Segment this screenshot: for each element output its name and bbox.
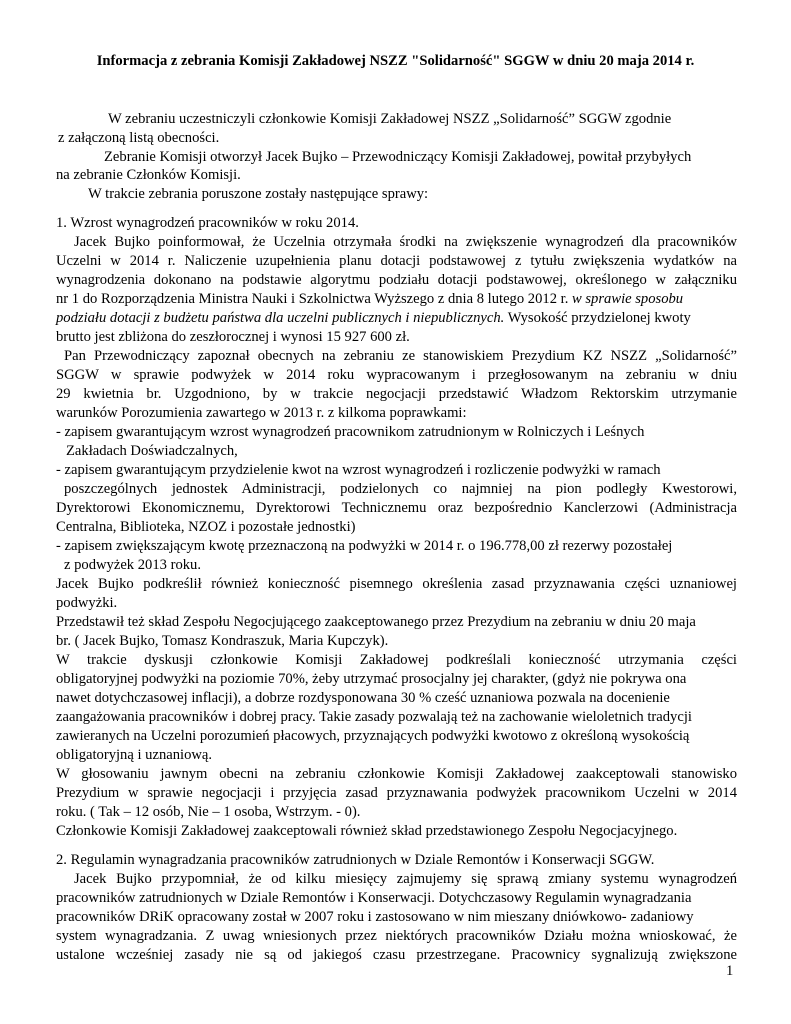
text-line: zawieranych na Uczelni porozumień płacowych, przyznających podwyżki kwotowo z określoną wysokością <box>56 728 690 744</box>
text-line: pracowników zatrudnionych w Dziale Remontów i Konserwacji. Dotychczasowy Regulamin wynagradzania <box>56 890 692 906</box>
text-line: na zebranie Członków Komisji. <box>56 167 241 183</box>
text-line: Jacek Bujko przypomniał, że od kilku miesięcy zajmujemy się sprawą zmiany systemu wynagrodzeń <box>74 871 737 887</box>
text-line: W trakcie zebrania poruszone zostały następujące sprawy: <box>88 186 429 202</box>
italic-span: podziału dotacji z budżetu państwa dla uczelni publicznych i niepublicznych. <box>56 310 505 326</box>
text-line: Przedstawił też skład Zespołu Negocjującego zaakceptowanego przez Prezydium na zebraniu w dniu 20 maja <box>56 614 696 630</box>
text-line: Pan Przewodniczący zapoznał obecnych na zebraniu ze stanowiskiem Prezydium KZ NSZZ „Solidarność” <box>64 348 737 364</box>
list-item-continuation: poszczególnych jednostek Administracji, podzielonych co najmniej na pion podległy Kwestorowi, <box>64 481 737 497</box>
page-title: Informacja z zebrania Komisji Zakładowej NSZZ "Solidarność" SGGW w dniu 20 maja 2014 r. <box>96 53 695 69</box>
text-line: system wynagradzania. Z uwag wniesionych przez niektórych pracowników Działu można wnioskować, że <box>56 928 737 944</box>
text-line: W głosowaniu jawnym obecni na zebraniu członkowie Komisji Zakładowej zaakceptowali stanowisko <box>56 766 737 782</box>
text-line: 29 kwietnia br. Uzgodniono, by w trakcie negocjacji przedstawić Władzom Rektorskim utrzymanie <box>56 386 737 402</box>
text-line: Członkowie Komisji Zakładowej zaakceptowali również skład przedstawionego Zespołu Negocjacyjnego. <box>56 823 678 839</box>
text-line: nawet dotychczasowej inflacji), a dobrze rozdysponowana 30 % cześć uznaniowa pozwala na docenienie <box>56 690 670 706</box>
text-line: Jacek Bujko podkreślił również konieczność pisemnego określenia zasad przyznawania części uznaniowej <box>56 576 737 592</box>
text-line: Zebranie Komisji otworzył Jacek Bujko – Przewodniczący Komisji Zakładowej, powitał przybyłych <box>104 149 692 165</box>
text-line: z załączoną listą obecności. <box>58 130 220 146</box>
list-item: - zapisem zwiększającym kwotę przeznaczoną na podwyżki w 2014 r. o 196.778,00 zł rezerwy pozostałej <box>56 538 673 554</box>
text-line: roku. ( Tak – 12 osób, Nie – 1 osoba, Wstrzym. - 0). <box>56 804 361 820</box>
text-span: Wysokość przydzielonej kwoty <box>507 310 691 326</box>
text-line: br. ( Jacek Bujko, Tomasz Kondraszuk, Maria Kupczyk). <box>56 633 389 649</box>
list-item: - zapisem gwarantującym przydzielenie kwot na wzrost wynagrodzeń i rozliczenie podwyżki w ramach <box>56 462 661 478</box>
text-line: obligatoryjną i uznaniową. <box>56 747 213 763</box>
text-line: zaangażowania pracowników i dobrej pracy. Takie zasady pozwalają też na zachowanie wieloletnich tradycji <box>56 709 692 725</box>
text-line: pracowników DRiK opracowany został w 2007 roku i zastosowano w nim mieszany dniówkowo- zadaniowy <box>56 909 694 925</box>
text-line: SGGW w sprawie podwyżek w 2014 roku wypracowanym i przegłosowanym na zebraniu w dniu <box>56 367 737 383</box>
list-item: - zapisem gwarantującym wzrost wynagrodzeń pracownikom zatrudnionym w Rolniczych i Leśnych <box>56 424 645 440</box>
list-item-continuation: Dyrektorowi Ekonomicznemu, Dyrektorowi Technicznemu oraz bezpośrednio Kanclerzowi (Administracja <box>56 500 737 516</box>
text-line: Jacek Bujko poinformował, że Uczelnia otrzymała środki na zwiększenie wynagrodzeń dla pracowników <box>74 234 737 250</box>
text-line: W trakcie dyskusji członkowie Komisji Zakładowej podkreślali konieczność utrzymania części <box>56 652 737 668</box>
text-line: wynagrodzenia dokonano na podstawie algorytmu podziału dotacji podstawowej, określonego w załączniku <box>56 272 737 288</box>
text-line: podwyżki. <box>56 595 118 611</box>
list-item-continuation: z podwyżek 2013 roku. <box>64 557 201 573</box>
text-line: Uczelni w 2014 r. Naliczenie uzupełnienia planu dotacji podstawowej z tytułu zwiększenia wydatków na <box>56 253 737 269</box>
text-line: W zebraniu uczestniczyli członkowie Komisji Zakładowej NSZZ „Solidarność” SGGW zgodnie <box>108 111 672 127</box>
page-number: 1 <box>726 963 734 979</box>
list-item-continuation: Centralna, Biblioteka, NZOZ i pozostałe jednostki) <box>56 519 356 535</box>
list-item-continuation: Zakładach Doświadczalnych, <box>66 443 238 459</box>
section-heading: 1. Wzrost wynagrodzeń pracowników w roku 2014. <box>56 215 359 231</box>
italic-span: w sprawie sposobu <box>572 291 684 307</box>
text-line: obligatoryjnej podwyżki na poziomie 70%, żeby utrzymać prosocjalny jej charakter, (gdyż nie pokrywa ona <box>56 671 687 687</box>
text-line <box>56 309 737 328</box>
section-heading: 2. Regulamin wynagradzania pracowników zatrudnionych w Dziale Remontów i Konserwacji SGGW. <box>56 852 655 868</box>
text-line: brutto jest zbliżona do zeszłorocznej i wynosi 15 927 600 zł. <box>56 329 410 345</box>
text-line: warunków Porozumienia zawartego w 2013 r. z kilkoma poprawkami: <box>56 405 467 421</box>
text-span: nr 1 do Rozporządzenia Ministra Nauki i Szkolnictwa Wyższego z dnia 8 lutego 2012 r. <box>56 291 569 307</box>
text-line <box>56 290 737 309</box>
text-line: Prezydium w sprawie negocjacji i przyjęcia zasad przyznawania podwyżek pracownikom Uczelni w 2014 <box>56 785 737 801</box>
text-line: ustalone wcześniej zasady nie są od jakiegoś czasu przestrzegane. Pracownicy sygnalizują zwiększone <box>56 947 737 963</box>
